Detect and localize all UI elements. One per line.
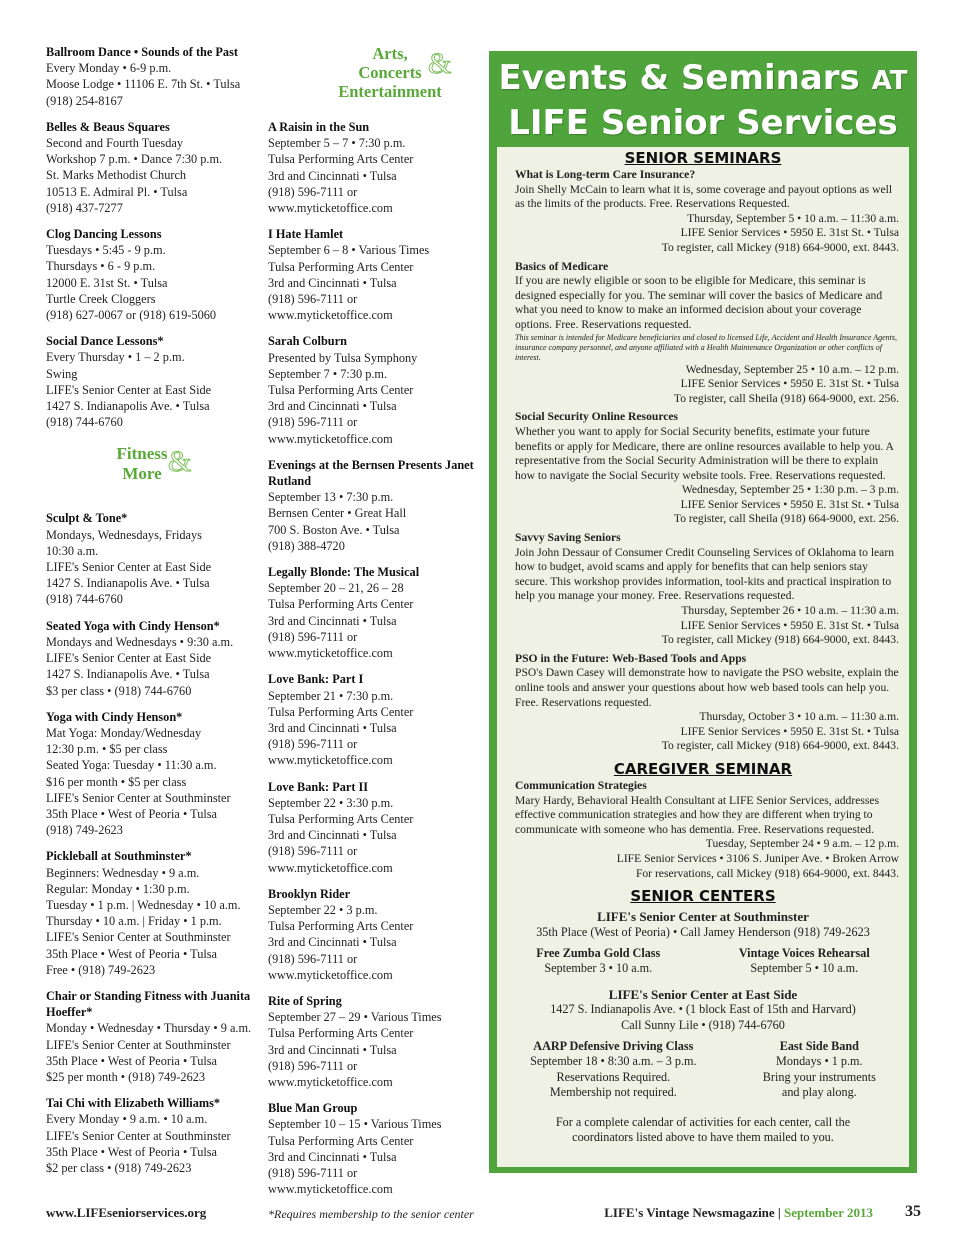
listing-line: (918) 596-7111 or (268, 951, 358, 966)
listing-line: 3rd and Cincinnati • Tulsa (268, 935, 397, 950)
listing-line: September 13 • 7:30 p.m. (268, 490, 394, 505)
listing-line: (918) 627-0067 or (918) 619-5060 (46, 308, 217, 323)
seminar-item (497, 531, 909, 648)
southminster-center-name: LIFE's Senior Center at Southminster (597, 909, 809, 925)
listing-entry (268, 226, 482, 323)
listing-entry (268, 1100, 482, 1197)
listing-line: (918) 596-7111 or (268, 844, 358, 859)
listing-line: 12000 E. 31st St. • Tulsa (46, 275, 168, 290)
listing-line: Workshop 7 p.m. • Dance 7:30 p.m. (46, 152, 223, 167)
seminar-detail: LIFE Senior Services • 5950 E. 31st St. • Tulsa (680, 618, 899, 632)
listing-entry (268, 457, 482, 554)
listing-line: Tuesday • 1 p.m. | Wednesday • 10 a.m. (46, 897, 241, 912)
listing-title: Tai Chi with Elizabeth Williams* (46, 1096, 221, 1111)
listing-line: September 21 • 7:30 p.m. (268, 688, 394, 703)
listing-line: (918) 596-7111 or (268, 415, 358, 430)
listing-line: www.myticketoffice.com (268, 753, 393, 768)
listing-line: St. Marks Methodist Church (46, 168, 187, 183)
east-side-band-title: East Side Band (779, 1038, 859, 1053)
ampersand-ornament: & (168, 445, 192, 479)
listing-line: Tulsa Performing Arts Center (268, 1133, 414, 1148)
listing-entry (46, 988, 268, 1085)
listing-line: 3rd and Cincinnati • Tulsa (268, 275, 397, 290)
seminar-detail: To register, call Mickey (918) 664-9000, ext. 8443. (661, 633, 899, 647)
listing-line: 35th Place • West of Peoria • Tulsa (46, 946, 218, 961)
membership-note: *Requires membership to the senior center (268, 1207, 474, 1222)
listing-title: Love Bank: Part I (268, 672, 364, 687)
seminar-item (497, 652, 909, 754)
arts-heading-line1: Arts, (372, 44, 408, 63)
seminar-title: Social Security Online Resources (515, 410, 679, 424)
listing-title: Evenings at the Bernsen Presents Janet Rutland (268, 457, 474, 489)
vintage-voices-title: Vintage Voices Rehearsal (738, 945, 870, 960)
listing-line: Bernsen Center • Great Hall (268, 506, 407, 521)
caregiver-seminar-heading: CAREGIVER SEMINAR (613, 759, 793, 778)
listing-line: Free • (918) 749-2623 (46, 962, 156, 977)
caregiver-seminar-location: LIFE Senior Services • 3106 S. Juniper Ave. • Broken Arrow (616, 851, 899, 865)
listing-line: Tulsa Performing Arts Center (268, 704, 414, 719)
listing-line: (918) 596-7111 or (268, 1058, 358, 1073)
seminar-detail: LIFE Senior Services • 5950 E. 31st St. • Tulsa (680, 226, 899, 240)
seminar-body: Join John Dessaur of Consumer Credit Counseling Services of Oklahoma to learn how to budget, avoid scams and apply for benefits that can help seniors stay secure. This workshop provides information, tool-kits and practical inspiration to help you manage your money. Free. Reservations requested. (515, 545, 894, 603)
listing-entry (46, 510, 268, 607)
seminar-detail: Thursday, October 3 • 10 a.m. – 11:30 a.m. (699, 710, 899, 724)
listing-entry (46, 618, 268, 699)
arts-heading-line3: Entertainment (338, 82, 442, 101)
fitness-heading-line1: Fitness (116, 444, 168, 464)
ampersand-ornament: & (428, 47, 452, 80)
listing-entry (46, 848, 268, 978)
listing-line: (918) 388-4720 (268, 538, 345, 553)
vintage-voices-date: September 5 • 10 a.m. (750, 961, 859, 976)
east-side-band-time: Mondays • 1 p.m. (776, 1054, 863, 1069)
listing-line: Seated Yoga: Tuesday • 11:30 a.m. (46, 758, 217, 773)
listing-line: 35th Place • West of Peoria • Tulsa (46, 1144, 218, 1159)
listing-line: www.myticketoffice.com (268, 308, 393, 323)
listing-line: 3rd and Cincinnati • Tulsa (268, 720, 397, 735)
listing-line: Tulsa Performing Arts Center (268, 811, 414, 826)
listing-line: 3rd and Cincinnati • Tulsa (268, 1042, 397, 1057)
listing-line: 1427 S. Indianapolis Ave. • Tulsa (46, 576, 210, 591)
listing-line: (918) 744-6760 (46, 415, 123, 430)
senior-seminars-heading: SENIOR SEMINARS (624, 149, 782, 167)
seminar-body: Whether you want to apply for Social Security benefits, estimate your future benefits or apply for Medicare, there are online resources available to help you. A representative from the Social Security Administration will be there to explain how to navigate the Social Security website tools. Free. Reservations requested. (515, 424, 894, 482)
middle-column (268, 44, 482, 1222)
listing-line: Every Monday • 6-9 p.m. (46, 61, 172, 76)
east-side-center-address: 1427 S. Indianapolis Ave. • (1 block East of 15th and Harvard) (550, 1002, 856, 1017)
fitness-heading-line2: More (122, 464, 162, 484)
listing-line: Regular: Monday • 1:30 p.m. (46, 881, 190, 896)
listing-line: LIFE's Senior Center at East Side (46, 560, 212, 575)
caregiver-seminar-body: Mary Hardy, Behavioral Health Consultant at LIFE Senior Services, addresses effective communication strategies and how they are different when trying to communicate with someone who has dementia. Free. Reservations requested. (515, 793, 880, 836)
listing-line: 3rd and Cincinnati • Tulsa (268, 168, 397, 183)
seminar-detail: To register, call Mickey (918) 664-9000, ext. 8443. (661, 240, 899, 254)
seminar-detail: Wednesday, September 25 • 1:30 p.m. – 3 p.m. (681, 483, 899, 497)
east-side-center-name: LIFE's Senior Center at East Side (608, 986, 798, 1002)
east-side-band-event (763, 1039, 876, 1101)
listing-title: Pickleball at Southminster* (46, 849, 192, 864)
listing-line: (918) 596-7111 or (268, 737, 358, 752)
listing-line: Monday • Wednesday • Thursday • 9 a.m. (46, 1021, 252, 1036)
seminar-detail: To register, call Sheila (918) 664-9000, ext. 256. (673, 391, 899, 405)
listing-line: Every Thursday • 1 – 2 p.m. (46, 350, 185, 365)
listing-line: LIFE's Senior Center at East Side (46, 651, 212, 666)
vintage-voices-event (739, 946, 870, 977)
listing-entry (268, 119, 482, 216)
listing-entry (46, 119, 268, 216)
issue-month: September 2013 (784, 1205, 873, 1220)
box-title-at: AT (871, 66, 908, 96)
listing-line: Presented by Tulsa Symphony (268, 350, 418, 365)
dance-listings (46, 44, 268, 430)
seminar-item (497, 410, 909, 527)
listing-entry (268, 671, 482, 768)
seminar-body: Join Shelly McCain to learn what it is, some coverage and payout options as well as the limits of the products. Free. Reservations Requested. (515, 182, 893, 211)
east-side-band-note2: and play along. (781, 1085, 857, 1100)
listing-title: Ballroom Dance • Sounds of the Past (46, 45, 238, 59)
aarp-driving-date: September 18 • 8:30 a.m. – 3 p.m. (530, 1054, 697, 1069)
listing-line: September 10 – 15 • Various Times (268, 1117, 442, 1132)
listing-entry (46, 333, 268, 430)
listing-line: Tulsa Performing Arts Center (268, 1026, 414, 1041)
seminar-body: If you are newly eligible or soon to be eligible for Medicare, this seminar is designed especially for you. The seminar will cover the basics of Medicare and what you need to know to make an informed decision about your coverage options. Free. Reservations requested. (515, 274, 883, 331)
caregiver-seminar (497, 779, 909, 881)
listing-line: 10513 E. Admiral Pl. • Tulsa (46, 184, 188, 199)
zumba-event-title: Free Zumba Gold Class (536, 945, 661, 960)
listing-line: September 7 • 7:30 p.m. (268, 366, 388, 381)
listing-entry (268, 886, 482, 983)
listing-title: Clog Dancing Lessons (46, 227, 162, 242)
listing-title: Blue Man Group (268, 1101, 358, 1116)
seminar-detail: LIFE Senior Services • 5950 E. 31st St. • Tulsa (680, 724, 899, 738)
listing-line: LIFE's Senior Center at Southminster (46, 1037, 231, 1052)
box-title-line1: Events & Seminars (498, 58, 860, 98)
listing-line: Moose Lodge • 11106 E. 7th St. • Tulsa (46, 77, 241, 92)
aarp-driving-event (530, 1039, 696, 1101)
listing-title: I Hate Hamlet (268, 227, 344, 242)
listing-title: Legally Blonde: The Musical (268, 565, 420, 580)
listing-line: Beginners: Wednesday • 9 a.m. (46, 865, 200, 880)
listing-line: Tulsa Performing Arts Center (268, 259, 414, 274)
listing-line: Thursday • 10 a.m. | Friday • 1 p.m. (46, 914, 222, 929)
listing-line: 700 S. Boston Ave. • Tulsa (268, 522, 400, 537)
listing-line: www.myticketoffice.com (268, 967, 393, 982)
listing-line: www.myticketoffice.com (268, 860, 393, 875)
caregiver-seminar-contact: For reservations, call Mickey (918) 664-9000, ext. 8443. (635, 866, 899, 880)
seminar-title: Savvy Saving Seniors (515, 531, 621, 545)
listing-line: Tulsa Performing Arts Center (268, 383, 414, 398)
listing-line: (918) 596-7111 or (268, 1165, 358, 1180)
listing-title: Love Bank: Part II (268, 779, 369, 794)
listing-entry (268, 993, 482, 1090)
listing-line: September 22 • 3:30 p.m. (268, 795, 394, 810)
listing-title: Brooklyn Rider (268, 886, 351, 901)
listing-line: 3rd and Cincinnati • Tulsa (268, 613, 397, 628)
listing-line: www.myticketoffice.com (268, 1182, 393, 1197)
listing-line: (918) 744-6760 (46, 592, 123, 607)
seminar-title: PSO in the Future: Web-Based Tools and Apps (515, 651, 747, 665)
listing-line: September 5 – 7 • 7:30 p.m. (268, 136, 406, 151)
senior-centers-heading: SENIOR CENTERS (630, 887, 776, 906)
aarp-driving-note: Reservations Required. (556, 1069, 671, 1084)
listing-line: 3rd and Cincinnati • Tulsa (268, 1149, 397, 1164)
listing-line: LIFE's Senior Center at East Side (46, 382, 212, 397)
listing-title: Chair or Standing Fitness with Juanita Hoeffer* (46, 988, 251, 1020)
magazine-title: LIFE's Vintage Newsmagazine | (604, 1205, 781, 1220)
east-side-events (497, 1039, 909, 1101)
listing-line: www.myticketoffice.com (268, 201, 393, 216)
listing-entry (46, 226, 268, 323)
listing-line: 12:30 p.m. • $5 per class (46, 742, 168, 757)
arts-heading (298, 44, 482, 101)
seminar-detail: Thursday, September 26 • 10 a.m. – 11:30 a.m. (681, 604, 899, 618)
page-number: 35 (905, 1203, 921, 1220)
listing-line: (918) 437-7277 (46, 200, 123, 215)
listing-line: LIFE's Senior Center at Southminster (46, 790, 231, 805)
listing-line: 10:30 a.m. (46, 543, 99, 558)
listing-line: 1427 S. Indianapolis Ave. • Tulsa (46, 667, 210, 682)
box-inner-panel (497, 147, 909, 1167)
listing-line: Mat Yoga: Monday/Wednesday (46, 725, 202, 740)
listing-line: www.myticketoffice.com (268, 646, 393, 661)
listing-title: Yoga with Cindy Henson* (46, 709, 183, 724)
listing-line: www.myticketoffice.com (268, 431, 393, 446)
listing-line: $25 per month • (918) 749-2623 (46, 1069, 206, 1084)
listing-entry (268, 564, 482, 661)
listing-line: Swing (46, 366, 78, 381)
seminar-detail: LIFE Senior Services • 5950 E. 31st St. • Tulsa (680, 377, 899, 391)
seminar-detail: Wednesday, September 25 • 10 a.m. – 12 p.m. (685, 362, 899, 376)
listing-line: Tuesdays • 5:45 - 9 p.m. (46, 243, 166, 258)
listing-line: LIFE's Senior Center at Southminster (46, 930, 231, 945)
listing-line: Tulsa Performing Arts Center (268, 597, 414, 612)
seminar-title: What is Long-term Care Insurance? (515, 168, 696, 181)
listing-line: Tulsa Performing Arts Center (268, 919, 414, 934)
listing-title: Rite of Spring (268, 993, 342, 1008)
aarp-driving-membership: Membership not required. (549, 1085, 677, 1100)
caregiver-seminar-title: Communication Strategies (515, 778, 647, 792)
listing-line: September 20 – 21, 26 – 28 (268, 581, 404, 596)
seminar-detail: To register, call Mickey (918) 664-9000, ext. 8443. (661, 739, 899, 753)
seminar-list (497, 168, 909, 754)
listing-title: Belles & Beaus Squares (46, 119, 170, 134)
box-title (489, 57, 917, 144)
listing-line: Tulsa Performing Arts Center (268, 152, 414, 167)
zumba-event (536, 946, 660, 977)
listing-line: (918) 596-7111 or (268, 292, 358, 307)
listing-line: (918) 596-7111 or (268, 629, 358, 644)
listing-entry (46, 709, 268, 839)
listing-title: Sculpt & Tone* (46, 511, 128, 526)
seminar-detail: LIFE Senior Services • 5950 E. 31st St. • Tulsa (680, 497, 899, 511)
website-link[interactable]: www.LIFEseniorservices.org (46, 1205, 207, 1220)
southminster-events (497, 946, 909, 977)
listing-entry (46, 1095, 268, 1176)
listing-line: September 27 – 29 • Various Times (268, 1010, 442, 1025)
listing-line: (918) 749-2623 (46, 823, 123, 838)
listing-entry (268, 333, 482, 446)
listing-line: www.myticketoffice.com (268, 1074, 393, 1089)
east-side-band-note: Bring your instruments (762, 1069, 876, 1084)
southminster-center-address: 35th Place (West of Peoria) • Call Jamey Henderson (918) 749-2623 (536, 924, 870, 939)
listing-line: $16 per month • $5 per class (46, 774, 187, 789)
listing-line: Every Monday • 9 a.m. • 10 a.m. (46, 1112, 208, 1127)
listing-line: Second and Fourth Tuesday (46, 136, 183, 151)
listing-line: 3rd and Cincinnati • Tulsa (268, 399, 397, 414)
aarp-driving-title: AARP Defensive Driving Class (533, 1038, 694, 1053)
arts-heading-line2: Concerts (358, 63, 422, 82)
listing-title: Social Dance Lessons* (46, 334, 164, 349)
left-column (46, 44, 268, 1186)
box-title-line2: LIFE Senior Services (508, 103, 898, 143)
listing-line: September 6 – 8 • Various Times (268, 243, 430, 258)
listing-line: LIFE's Senior Center at Southminster (46, 1128, 231, 1143)
listing-line: $3 per class • (918) 744-6760 (46, 683, 192, 698)
listing-entry (46, 44, 268, 109)
seminar-detail: Thursday, September 5 • 10 a.m. – 11:30 a.m. (687, 211, 899, 225)
caregiver-seminar-date: Tuesday, September 24 • 9 a.m. – 12 p.m. (705, 837, 899, 851)
seminar-detail: To register, call Sheila (918) 664-9000, ext. 256. (673, 512, 899, 526)
listing-line: Thursdays • 6 - 9 p.m. (46, 259, 156, 274)
listing-line: (918) 254-8167 (46, 93, 123, 108)
listing-line: 35th Place • West of Peoria • Tulsa (46, 1053, 218, 1068)
listing-line: 35th Place • West of Peoria • Tulsa (46, 806, 218, 821)
listing-title: Seated Yoga with Cindy Henson* (46, 618, 220, 633)
zumba-event-date: September 3 • 10 a.m. (544, 961, 653, 976)
listing-line: Turtle Creek Cloggers (46, 291, 156, 306)
fitness-listings (46, 510, 268, 1176)
east-side-center-contact: Call Sunny Lile • (918) 744-6760 (621, 1017, 785, 1032)
seminar-body: PSO's Dawn Casey will demonstrate how to navigate the PSO website, explain the online tools and answer your questions about how web based tools can help you. Free. Reservations requested. (515, 666, 899, 709)
events-seminars-box (489, 51, 917, 1173)
listing-line: 1427 S. Indianapolis Ave. • Tulsa (46, 399, 210, 414)
seminar-item (497, 168, 909, 256)
listing-line: Mondays and Wednesdays • 9:30 a.m. (46, 634, 234, 649)
listing-title: A Raisin in the Sun (268, 120, 370, 134)
listing-entry (268, 779, 482, 876)
listing-line: (918) 596-7111 or (268, 184, 358, 199)
listing-line: Mondays, Wednesdays, Fridays (46, 527, 202, 542)
seminar-item (497, 260, 909, 407)
seminar-fine-print: This seminar is intended for Medicare beneficiaries and closed to licensed Life, Accident and Health Insurance Agents, insurance company personnel, and anyone affiliated with a Health Maintenance Organization or other conflicts of interest. (515, 332, 898, 362)
listing-line: September 22 • 3 p.m. (268, 902, 378, 917)
listing-line: 3rd and Cincinnati • Tulsa (268, 828, 397, 843)
listing-line: $2 per class • (918) 749-2623 (46, 1160, 192, 1175)
magazine-name (604, 1205, 873, 1221)
fitness-heading (46, 444, 268, 484)
arts-listings (268, 119, 482, 1197)
seminar-title: Basics of Medicare (515, 259, 609, 273)
closing-note: For a complete calendar of activities for each center, call the coordinators listed above to have them mailed to you. (555, 1114, 851, 1144)
listing-title: Sarah Colburn (268, 334, 347, 349)
